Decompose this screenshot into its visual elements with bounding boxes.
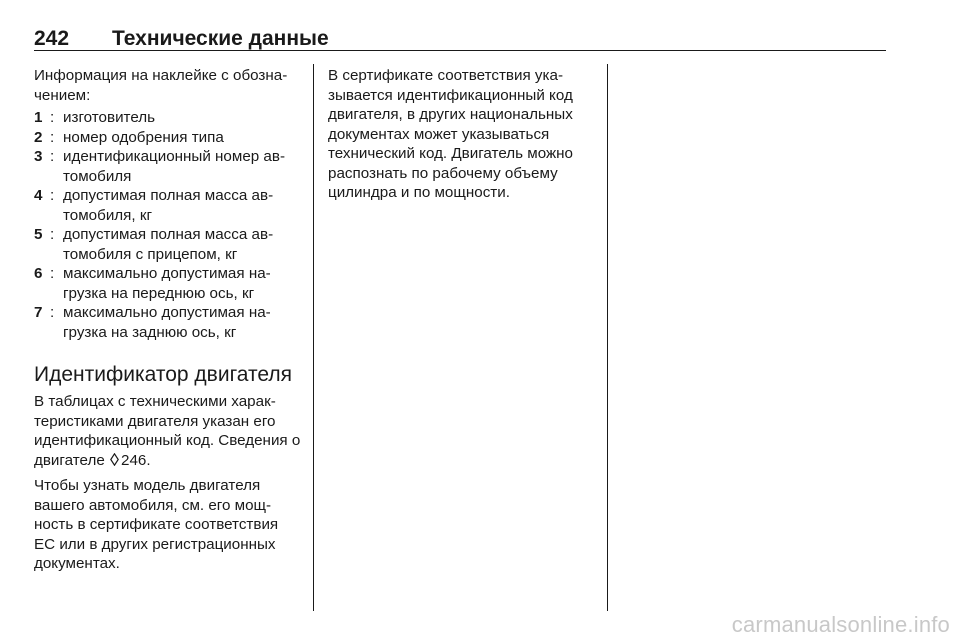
legend-text: номер одобрения типа: [63, 128, 224, 146]
legend-item: 2 : номер одобрения типа: [34, 128, 302, 148]
page-reference-arrow-icon: [110, 451, 119, 471]
legend-number: 4: [34, 187, 43, 204]
page-title: Технические данные: [112, 27, 329, 50]
legend-number: 1: [34, 109, 43, 126]
legend-item: 4 : допустимая полная масса автомобиля, кг: [34, 186, 302, 225]
legend-text: идентификационный номер автомобиля: [63, 148, 286, 185]
legend-text: максимально допустимая нагрузка на заднюю ось, кг: [63, 304, 271, 341]
page-reference-link[interactable]: 246.: [121, 451, 151, 469]
left-column: [34, 66, 302, 574]
legend-text: изготовитель: [63, 109, 156, 126]
paragraph-text: В таблицах с техническими характеристиками двигателя указан его идентификационный код. Сведения о двигателе: [34, 393, 301, 469]
certificate-paragraph: В сертификате соответствия указывается идентификационный код двигателя, в других национальных документах может указываться технический код. Двигатель можно распознать по рабочему объему цилиндра и по мощности.: [328, 67, 573, 201]
label-intro: Информация на наклейке с обозначением:: [34, 67, 288, 104]
legend-item: 1 : изготовитель: [34, 108, 302, 128]
legend-text: допустимая полная масса автомобиля с прицепом, кг: [63, 226, 274, 263]
legend-item: 5 : допустимая полная масса автомобиля с прицепом, кг: [34, 225, 302, 264]
legend-item: 3 : идентификационный номер автомобиля: [34, 147, 302, 186]
legend-number: 5: [34, 226, 43, 243]
column-divider-1: [313, 64, 314, 611]
label-legend: [34, 108, 302, 342]
page-number: 242: [34, 27, 70, 50]
column-divider-2: [607, 64, 608, 611]
section-heading: Идентификатор двигателя: [34, 363, 292, 386]
page-header: [34, 26, 886, 52]
legend-number: 3: [34, 148, 43, 165]
legend-text: допустимая полная масса автомобиля, кг: [63, 187, 274, 224]
right-column: [328, 66, 600, 203]
legend-number: 6: [34, 265, 43, 282]
engine-model-paragraph: Чтобы узнать модель двигателя вашего автомобиля, см. его мощность в сертификате соответствия ЕС или в других регистрационных документах.: [34, 477, 279, 572]
engine-id-paragraph: [34, 392, 302, 470]
legend-number: 7: [34, 304, 43, 321]
legend-item: 7 : максимально допустимая нагрузка на заднюю ось, кг: [34, 303, 302, 342]
site-watermark: carmanualsonline.info: [731, 612, 950, 637]
header-rule: [34, 50, 886, 51]
legend-item: 6 : максимально допустимая нагрузка на переднюю ось, кг: [34, 264, 302, 303]
legend-text: максимально допустимая нагрузка на переднюю ось, кг: [63, 265, 271, 302]
legend-number: 2: [34, 128, 43, 146]
